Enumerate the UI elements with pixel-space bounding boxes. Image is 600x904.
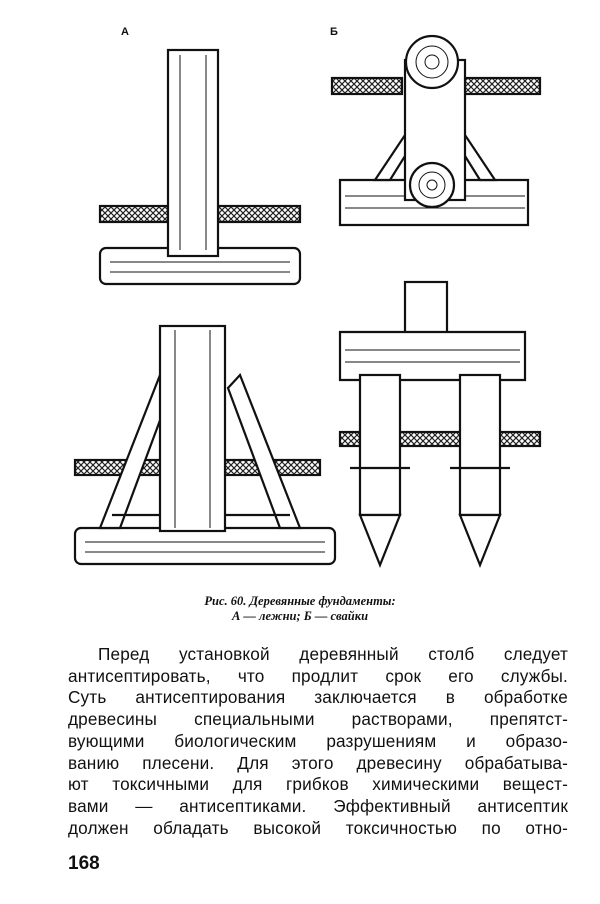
body-line: должен обладать высокой токсичностью по отно-: [68, 817, 568, 838]
drawing-a-top-sill: [100, 50, 300, 284]
body-text: [68, 644, 568, 839]
figure-caption: [0, 594, 600, 624]
body-line: древесины специальными растворами, препятст-: [68, 709, 568, 730]
drawing-a-bottom-strutted-post: [75, 326, 335, 564]
caption-line-1: Рис. 60. Деревянные фундаменты:: [204, 594, 396, 608]
drawing-b-bottom-piles: [340, 282, 540, 565]
body-line: Суть антисептирования заключается в обработке: [68, 687, 568, 708]
body-line: ванию плесени. Для этого древесину обрабатыва-: [68, 752, 568, 773]
caption-line-2: А — лежни; Б — свайки: [231, 609, 369, 623]
body-line: вующими биологическим разрушениям и образо-: [68, 730, 568, 751]
body-line: ют токсичными для грибков химическими вещест-: [68, 774, 568, 795]
figure-label-b: Б: [330, 26, 338, 38]
body-line: Перед установкой деревянный столб следует: [98, 644, 568, 664]
drawing-b-top-braced-log: [332, 36, 540, 225]
body-line: вами — антисептиками. Эффективный антисептик: [68, 795, 568, 816]
body-line: антисептировать, что продлит срок его службы.: [68, 665, 568, 686]
page-number: 168: [68, 853, 100, 874]
figure-label-a: А: [121, 26, 129, 38]
